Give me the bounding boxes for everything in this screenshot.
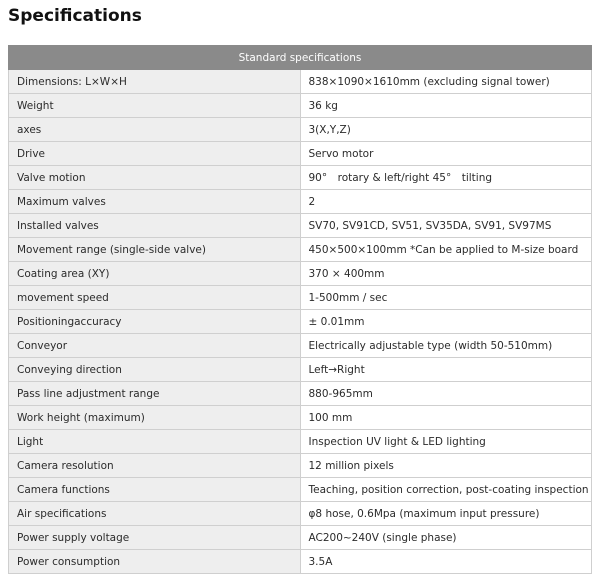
- spec-label: Light: [9, 430, 301, 454]
- table-row: [9, 334, 592, 358]
- spec-label: Conveyor: [9, 334, 301, 358]
- spec-value: SV70, SV91CD, SV51, SV35DA, SV91, SV97MS: [300, 214, 592, 238]
- spec-value: Servo motor: [300, 142, 592, 166]
- table-row: [9, 526, 592, 550]
- spec-value: ± 0.01mm: [300, 310, 592, 334]
- spec-label: Camera resolution: [9, 454, 301, 478]
- spec-value: Inspection UV light & LED lighting: [300, 430, 592, 454]
- spec-value: 370 × 400mm: [300, 262, 592, 286]
- spec-label: Positioningaccuracy: [9, 310, 301, 334]
- spec-label: Installed valves: [9, 214, 301, 238]
- table-row: [9, 166, 592, 190]
- table-row: [9, 382, 592, 406]
- spec-table: [8, 45, 592, 574]
- spec-label: Pass line adjustment range: [9, 382, 301, 406]
- spec-value: Left→Right: [300, 358, 592, 382]
- spec-label: movement speed: [9, 286, 301, 310]
- table-row: [9, 190, 592, 214]
- spec-label: Movement range (single-side valve): [9, 238, 301, 262]
- table-row: [9, 478, 592, 502]
- spec-label: Power supply voltage: [9, 526, 301, 550]
- table-row: [9, 454, 592, 478]
- table-row: [9, 310, 592, 334]
- table-row: [9, 262, 592, 286]
- spec-label: Maximum valves: [9, 190, 301, 214]
- spec-label: axes: [9, 118, 301, 142]
- table-row: [9, 550, 592, 574]
- table-header: Standard specifications: [9, 46, 592, 70]
- spec-value: 90° rotary & left/right 45° tilting: [300, 166, 592, 190]
- spec-label: Dimensions: L×W×H: [9, 70, 301, 94]
- spec-value: 880-965mm: [300, 382, 592, 406]
- spec-label: Camera functions: [9, 478, 301, 502]
- spec-value: Teaching, position correction, post-coating inspection: [300, 478, 592, 502]
- page-title: Specifications: [8, 6, 142, 26]
- table-row: [9, 94, 592, 118]
- table-row: [9, 70, 592, 94]
- spec-value: AC200~240V (single phase): [300, 526, 592, 550]
- table-header-row: [9, 46, 592, 70]
- spec-label: Drive: [9, 142, 301, 166]
- table-row: [9, 406, 592, 430]
- table-row: [9, 502, 592, 526]
- spec-label: Work height (maximum): [9, 406, 301, 430]
- spec-value: 12 million pixels: [300, 454, 592, 478]
- table-row: [9, 238, 592, 262]
- table-row: [9, 118, 592, 142]
- spec-value: 36 kg: [300, 94, 592, 118]
- spec-value: φ8 hose, 0.6Mpa (maximum input pressure): [300, 502, 592, 526]
- spec-value: 2: [300, 190, 592, 214]
- table-row: [9, 214, 592, 238]
- spec-value: 1-500mm / sec: [300, 286, 592, 310]
- table-body: [9, 70, 592, 574]
- spec-value: 3(X,Y,Z): [300, 118, 592, 142]
- spec-value: 100 mm: [300, 406, 592, 430]
- spec-value: 838×1090×1610mm (excluding signal tower): [300, 70, 592, 94]
- spec-label: Air specifications: [9, 502, 301, 526]
- table-row: [9, 142, 592, 166]
- spec-label: Conveying direction: [9, 358, 301, 382]
- spec-label: Coating area (XY): [9, 262, 301, 286]
- spec-label: Weight: [9, 94, 301, 118]
- spec-value: 450×500×100mm *Can be applied to M-size board: [300, 238, 592, 262]
- spec-value: 3.5A: [300, 550, 592, 574]
- table-row: [9, 286, 592, 310]
- spec-label: Valve motion: [9, 166, 301, 190]
- table-row: [9, 358, 592, 382]
- table-row: [9, 430, 592, 454]
- spec-value: Electrically adjustable type (width 50-510mm): [300, 334, 592, 358]
- spec-label: Power consumption: [9, 550, 301, 574]
